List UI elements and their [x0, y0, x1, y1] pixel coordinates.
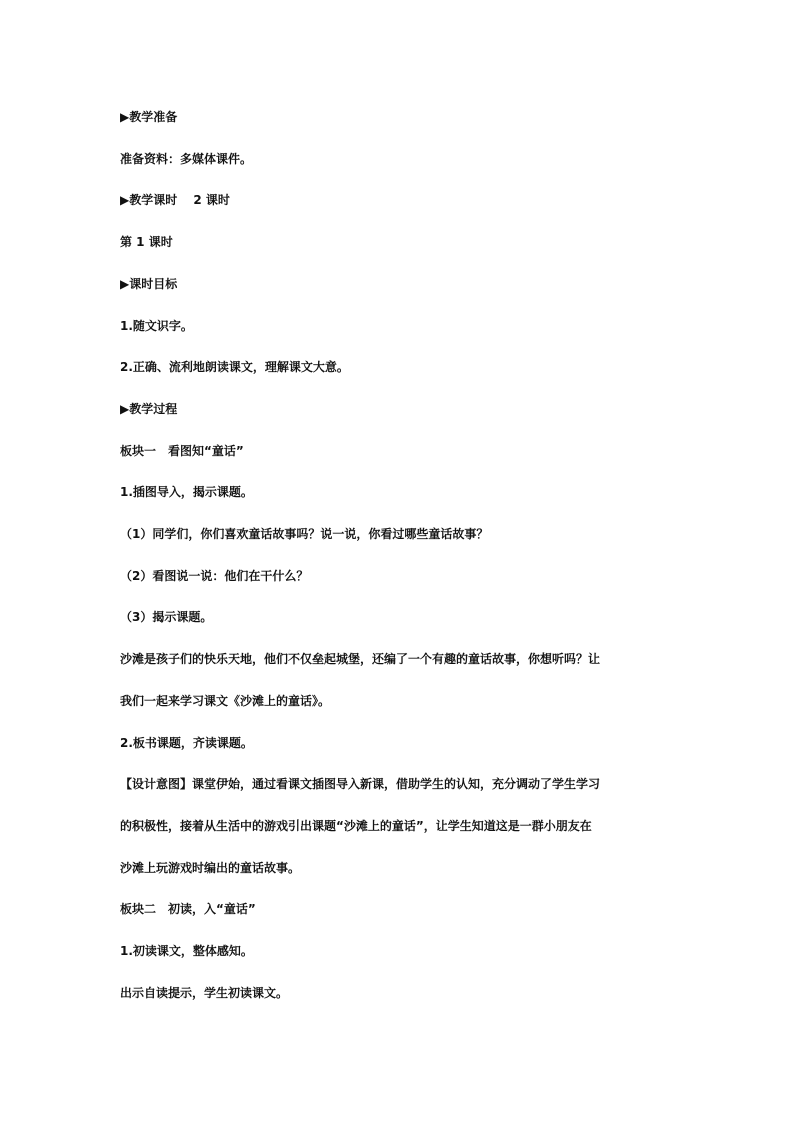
section-heading-lesson-goals: ▶课时目标 [120, 277, 178, 291]
step-1-2: 2.板书课题，齐读课题。 [120, 736, 253, 750]
goal-item-2: 2.正确、流利地朗读课文，理解课文大意。 [120, 360, 349, 374]
goal-item-1: 1.随文识字。 [120, 319, 193, 333]
design-intent-line: 沙滩上玩游戏时编出的童话故事。 [120, 861, 301, 875]
paragraph-line: 我们一起来学习课文《沙滩上的童话》。 [120, 694, 331, 708]
paragraph-line: 沙滩是孩子们的快乐天地，他们不仅垒起城堡，还编了一个有趣的童话故事，你想听吗？让 [120, 652, 601, 666]
block-2-heading: 板块二 初读，入“童话” [120, 902, 256, 916]
prep-materials-line: 准备资料：多媒体课件。 [120, 152, 253, 166]
design-intent-line: 的积极性，接着从生活中的游戏引出课题“沙滩上的童话”，让学生知道这是一群小朋友在 [120, 819, 592, 833]
step-2-1: 1.初读课文，整体感知。 [120, 944, 253, 958]
section-heading-class-hours: ▶教学课时 2 课时 [120, 193, 230, 207]
lesson-1-heading: 第 1 课时 [120, 235, 173, 249]
reading-prompt-line: 出示自读提示，学生初读课文。 [120, 986, 289, 1000]
step-1-1: 1.插图导入，揭示课题。 [120, 485, 253, 499]
block-1-heading: 板块一 看图知“童话” [120, 444, 244, 458]
sub-item-3: （3）揭示课题。 [120, 610, 213, 624]
sub-item-1: （1）同学们，你们喜欢童话故事吗？说一说，你看过哪些童话故事？ [120, 527, 489, 541]
design-intent-line: 【设计意图】课堂伊始，通过看课文插图导入新课，借助学生的认知，充分调动了学生学习 [120, 777, 601, 791]
sub-item-2: （2）看图说一说：他们在干什么？ [120, 569, 309, 583]
section-heading-teaching-prep: ▶教学准备 [120, 110, 178, 124]
section-heading-teaching-process: ▶教学过程 [120, 402, 178, 416]
